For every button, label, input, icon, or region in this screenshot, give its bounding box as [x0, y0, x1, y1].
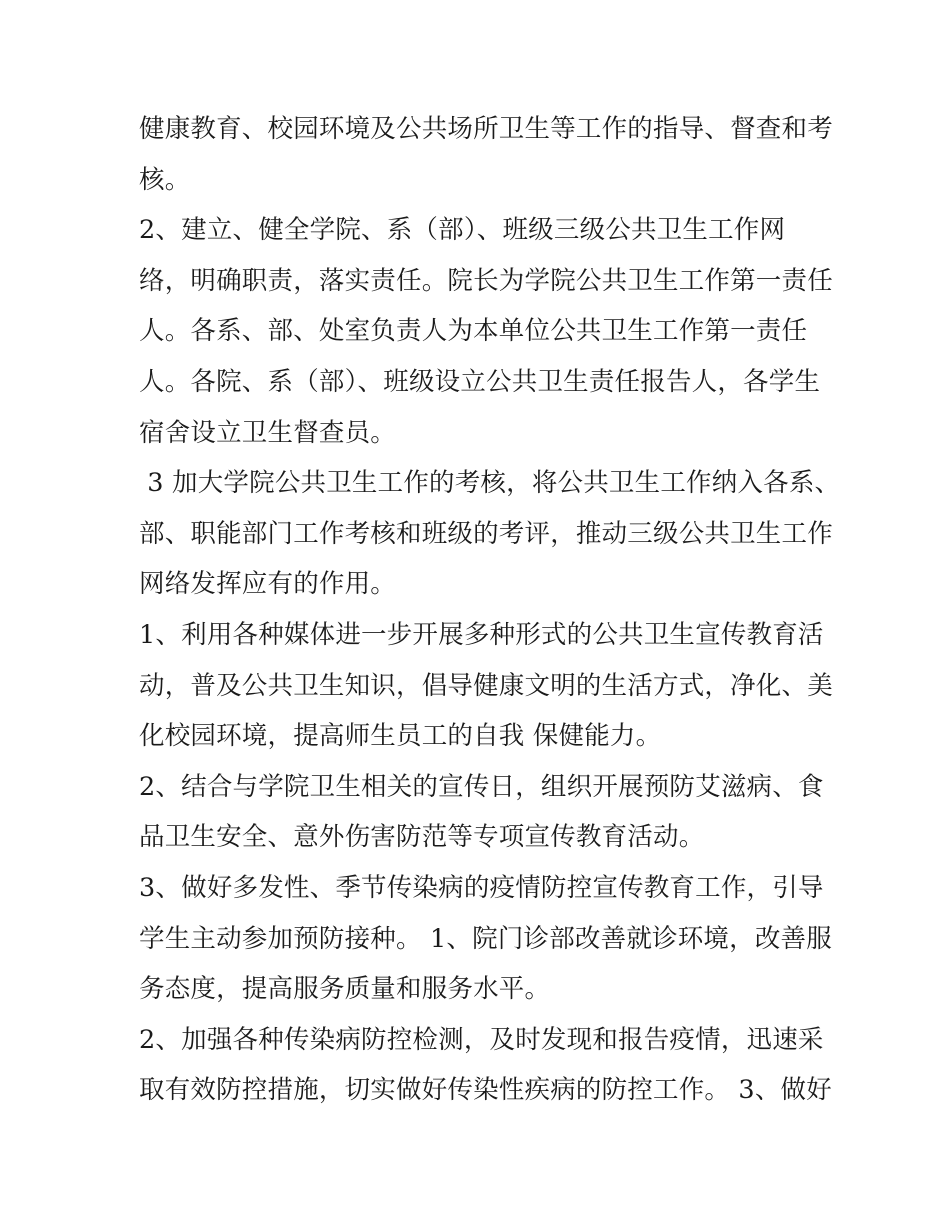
text-line: 宿舍设立卫生督查员。	[139, 417, 397, 448]
text-line: 2、加强各种传染病防控检测，及时发现和报告疫情，迅速采	[139, 1024, 824, 1055]
text-line: 取有效防控措施，切实做好传染性疾病的防控工作。 3、做好	[139, 1075, 832, 1106]
text-line: 3 加大学院公共卫生工作的考核，将公共卫生工作纳入各系、	[139, 468, 841, 499]
text-line: 化校园环境，提高师生员工的自我 保健能力。	[139, 721, 662, 752]
text-line: 2、建立、健全学院、系（部）、班级三级公共卫生工作网	[139, 215, 786, 246]
text-line: 学生主动参加预防接种。 1、院门诊部改善就诊环境，改善服	[139, 923, 832, 954]
text-line: 健康教育、校园环境及公共场所卫生等工作的指导、督查和考	[139, 114, 833, 144]
text-line: 网络发挥应有的作用。	[139, 569, 397, 600]
text-line: 人。各系、部、处室负责人为本单位公共卫生工作第一责任	[139, 316, 808, 347]
text-line: 3、做好多发性、季节传染病的疫情防控宣传教育工作，引导	[139, 872, 824, 903]
document-body	[139, 104, 841, 1116]
text-line: 核。	[139, 164, 191, 195]
text-line: 部、职能部门工作考核和班级的考评，推动三级公共卫生工作	[139, 518, 833, 549]
text-line: 务态度，提高服务质量和服务水平。	[139, 974, 551, 1005]
text-line: 络，明确职责，落实责任。院长为学院公共卫生工作第一责任	[139, 265, 833, 296]
text-line: 人。各院、系（部）、班级设立公共卫生责任报告人，各学生	[139, 366, 821, 397]
text-line: 1、利用各种媒体进一步开展多种形式的公共卫生宣传教育活	[139, 619, 824, 650]
text-line: 动，普及公共卫生知识，倡导健康文明的生活方式，净化、美	[139, 670, 833, 701]
text-line: 品卫生安全、意外伤害防范等专项宣传教育活动。	[139, 822, 705, 853]
text-line: 2、结合与学院卫生相关的宣传日，组织开展预防艾滋病、食	[139, 771, 824, 802]
